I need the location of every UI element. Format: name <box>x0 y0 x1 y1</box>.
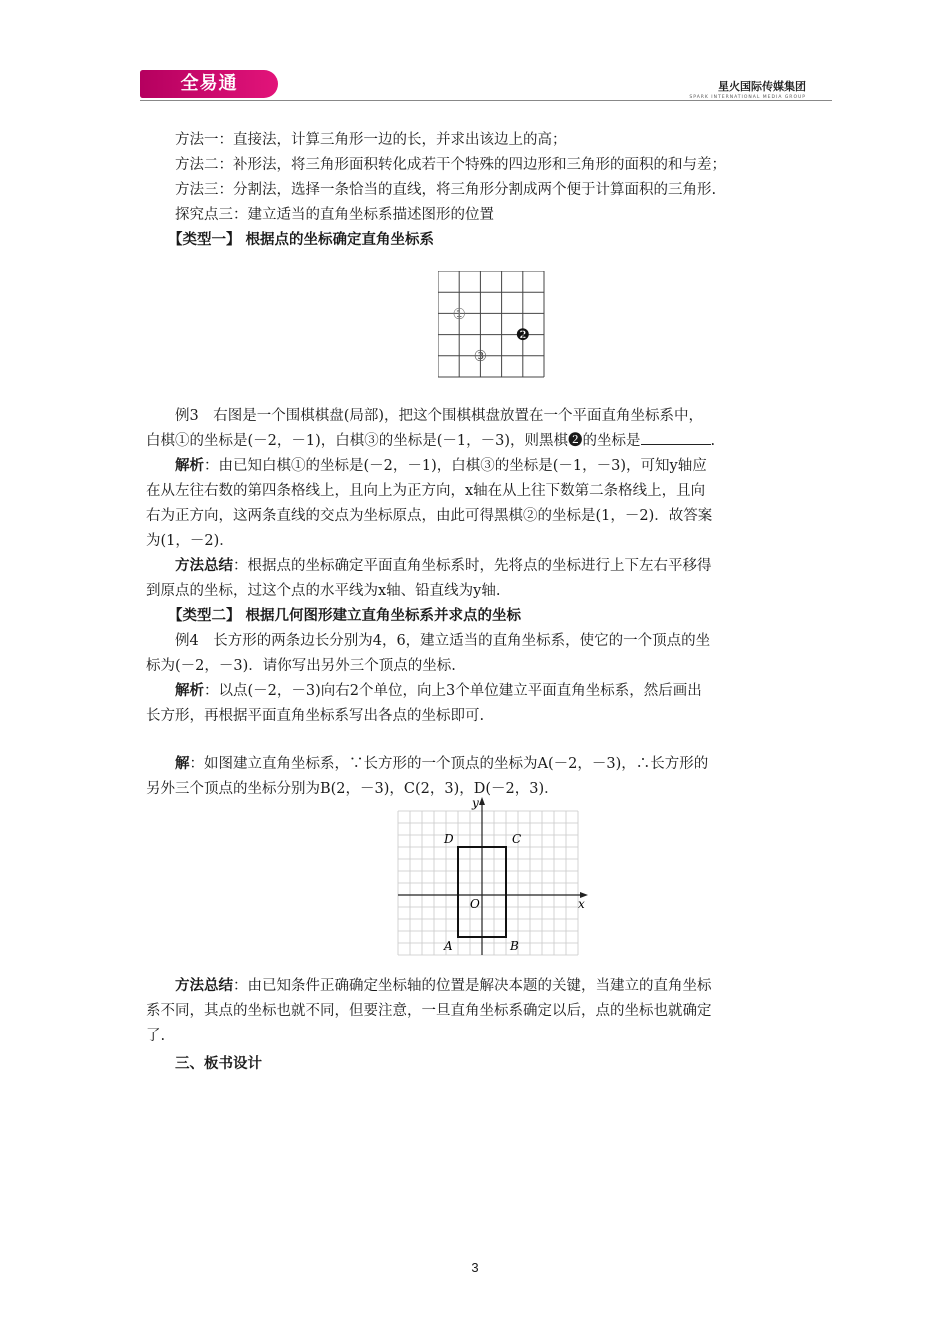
white-stone-3: ③ <box>473 347 488 365</box>
label-C: C <box>512 832 522 846</box>
summary-2-line2: 系不同，其点的坐标也就不同，但要注意，一旦直角坐标系确定以后，点的坐标也就确定 <box>146 1003 712 1019</box>
analysis-4-line1 <box>175 679 702 700</box>
label-y: y <box>472 796 479 810</box>
summary-label: 方法总结 <box>175 558 233 574</box>
go-board-figure <box>438 271 548 381</box>
summary-2-line1 <box>175 974 712 995</box>
y-axis-arrow <box>479 797 485 805</box>
type1-heading: 【类型一】 根据点的坐标确定直角坐标系 <box>168 232 435 248</box>
black-stone-2: ❷ <box>515 325 530 344</box>
summary-label-2: 方法总结 <box>175 978 233 994</box>
type2-heading: 【类型二】 根据几何图形建立直角坐标系并求点的坐标 <box>168 608 522 624</box>
publisher <box>689 78 806 100</box>
brand-logo: 全易通 <box>140 70 278 98</box>
example-4-line1: 例4 长方形的两条边长分别为4，6，建立适当的直角坐标系，使它的一个顶点的坐 <box>175 633 711 649</box>
analysis-3-text1: ：由已知白棋①的坐标是(－2，－1)，白棋③的坐标是(－1，－3)，可知y轴应 <box>204 458 707 474</box>
publisher-name-en: SPARK INTERNATIONAL MEDIA GROUP <box>689 95 806 100</box>
summary-1-line1 <box>175 554 712 575</box>
publisher-name-cn: 星火国际传媒集团 <box>718 80 806 93</box>
page-header <box>0 0 950 110</box>
method-2: 方法二：补形法，将三角形面积转化成若干个特殊的四边形和三角形的面积的和与差； <box>175 157 726 173</box>
example-3-line1: 例3 右图是一个围棋棋盘(局部)，把这个围棋棋盘放置在一个平面直角坐标系中， <box>175 408 704 424</box>
method-1: 方法一：直接法，计算三角形一边的长，并求出该边上的高； <box>175 132 567 148</box>
example-3-line2 <box>146 429 715 450</box>
analysis-3-line3: 右为正方向，这两条直线的交点为坐标原点，由此可得黑棋②的坐标是(1，－2)．故答案 <box>146 508 713 524</box>
solution-line2: 另外三个顶点的坐标分别为B(2，－3)，C(2，3)，D(－2，3)． <box>146 781 559 797</box>
answer-blank <box>641 432 711 445</box>
label-O: O <box>470 897 480 911</box>
go-board-grid <box>438 271 544 377</box>
example-3-period: . <box>710 433 716 449</box>
page-number: 3 <box>471 1260 479 1275</box>
analysis-3-line4: 为(1，－2)． <box>146 533 234 549</box>
section-3-heading: 三、板书设计 <box>175 1056 262 1072</box>
label-x: x <box>578 897 585 911</box>
analysis-label: 解析 <box>175 458 204 474</box>
white-stone-1: ① <box>452 305 466 323</box>
solution-label: 解 <box>175 756 190 772</box>
analysis-3-line2: 在从左往右数的第四条格线上，且向上为正方向，x轴在从上往下数第二条格线上，且向 <box>146 483 706 499</box>
summary-1-line2: 到原点的坐标，过这个点的水平线为x轴、铅直线为y轴. <box>146 583 501 599</box>
example-4-line2: 标为(－2，－3)．请你写出另外三个顶点的坐标. <box>146 658 456 674</box>
method-3: 方法三：分割法，选择一条恰当的直线，将三角形分割成两个便于计算面积的三角形. <box>175 182 717 198</box>
analysis-label-2: 解析 <box>175 683 204 699</box>
summary-2-text1: ：由已知条件正确确定坐标轴的位置是解决本题的关键，当建立的直角坐标 <box>233 978 712 994</box>
example-3-text: 白棋①的坐标是(－2，－1)，白棋③的坐标是(－1，－3)，则黑棋❷的坐标是 <box>146 433 641 449</box>
solution-line1 <box>175 752 708 773</box>
header-rule <box>140 100 832 101</box>
coordinate-figure <box>394 793 594 958</box>
analysis-3-line1 <box>175 454 707 475</box>
label-D: D <box>444 832 454 846</box>
summary-1-text1: ：根据点的坐标确定平面直角坐标系时，先将点的坐标进行上下左右平移得 <box>233 558 712 574</box>
summary-2-line3: 了. <box>146 1028 166 1044</box>
label-B: B <box>510 939 519 953</box>
explore-point-3: 探究点三：建立适当的直角坐标系描述图形的位置 <box>175 207 494 223</box>
coordinate-grid <box>398 811 578 955</box>
solution-text1: ：如图建立直角坐标系，∵长方形的一个顶点的坐标为A(－2，－3)，∴长方形的 <box>189 756 709 772</box>
analysis-4-line2: 长方形，再根据平面直角坐标系写出各点的坐标即可. <box>146 708 485 724</box>
analysis-4-text1: ：以点(－2，－3)向右2个单位，向上3个单位建立平面直角坐标系，然后画出 <box>204 683 702 699</box>
label-A: A <box>444 939 453 953</box>
